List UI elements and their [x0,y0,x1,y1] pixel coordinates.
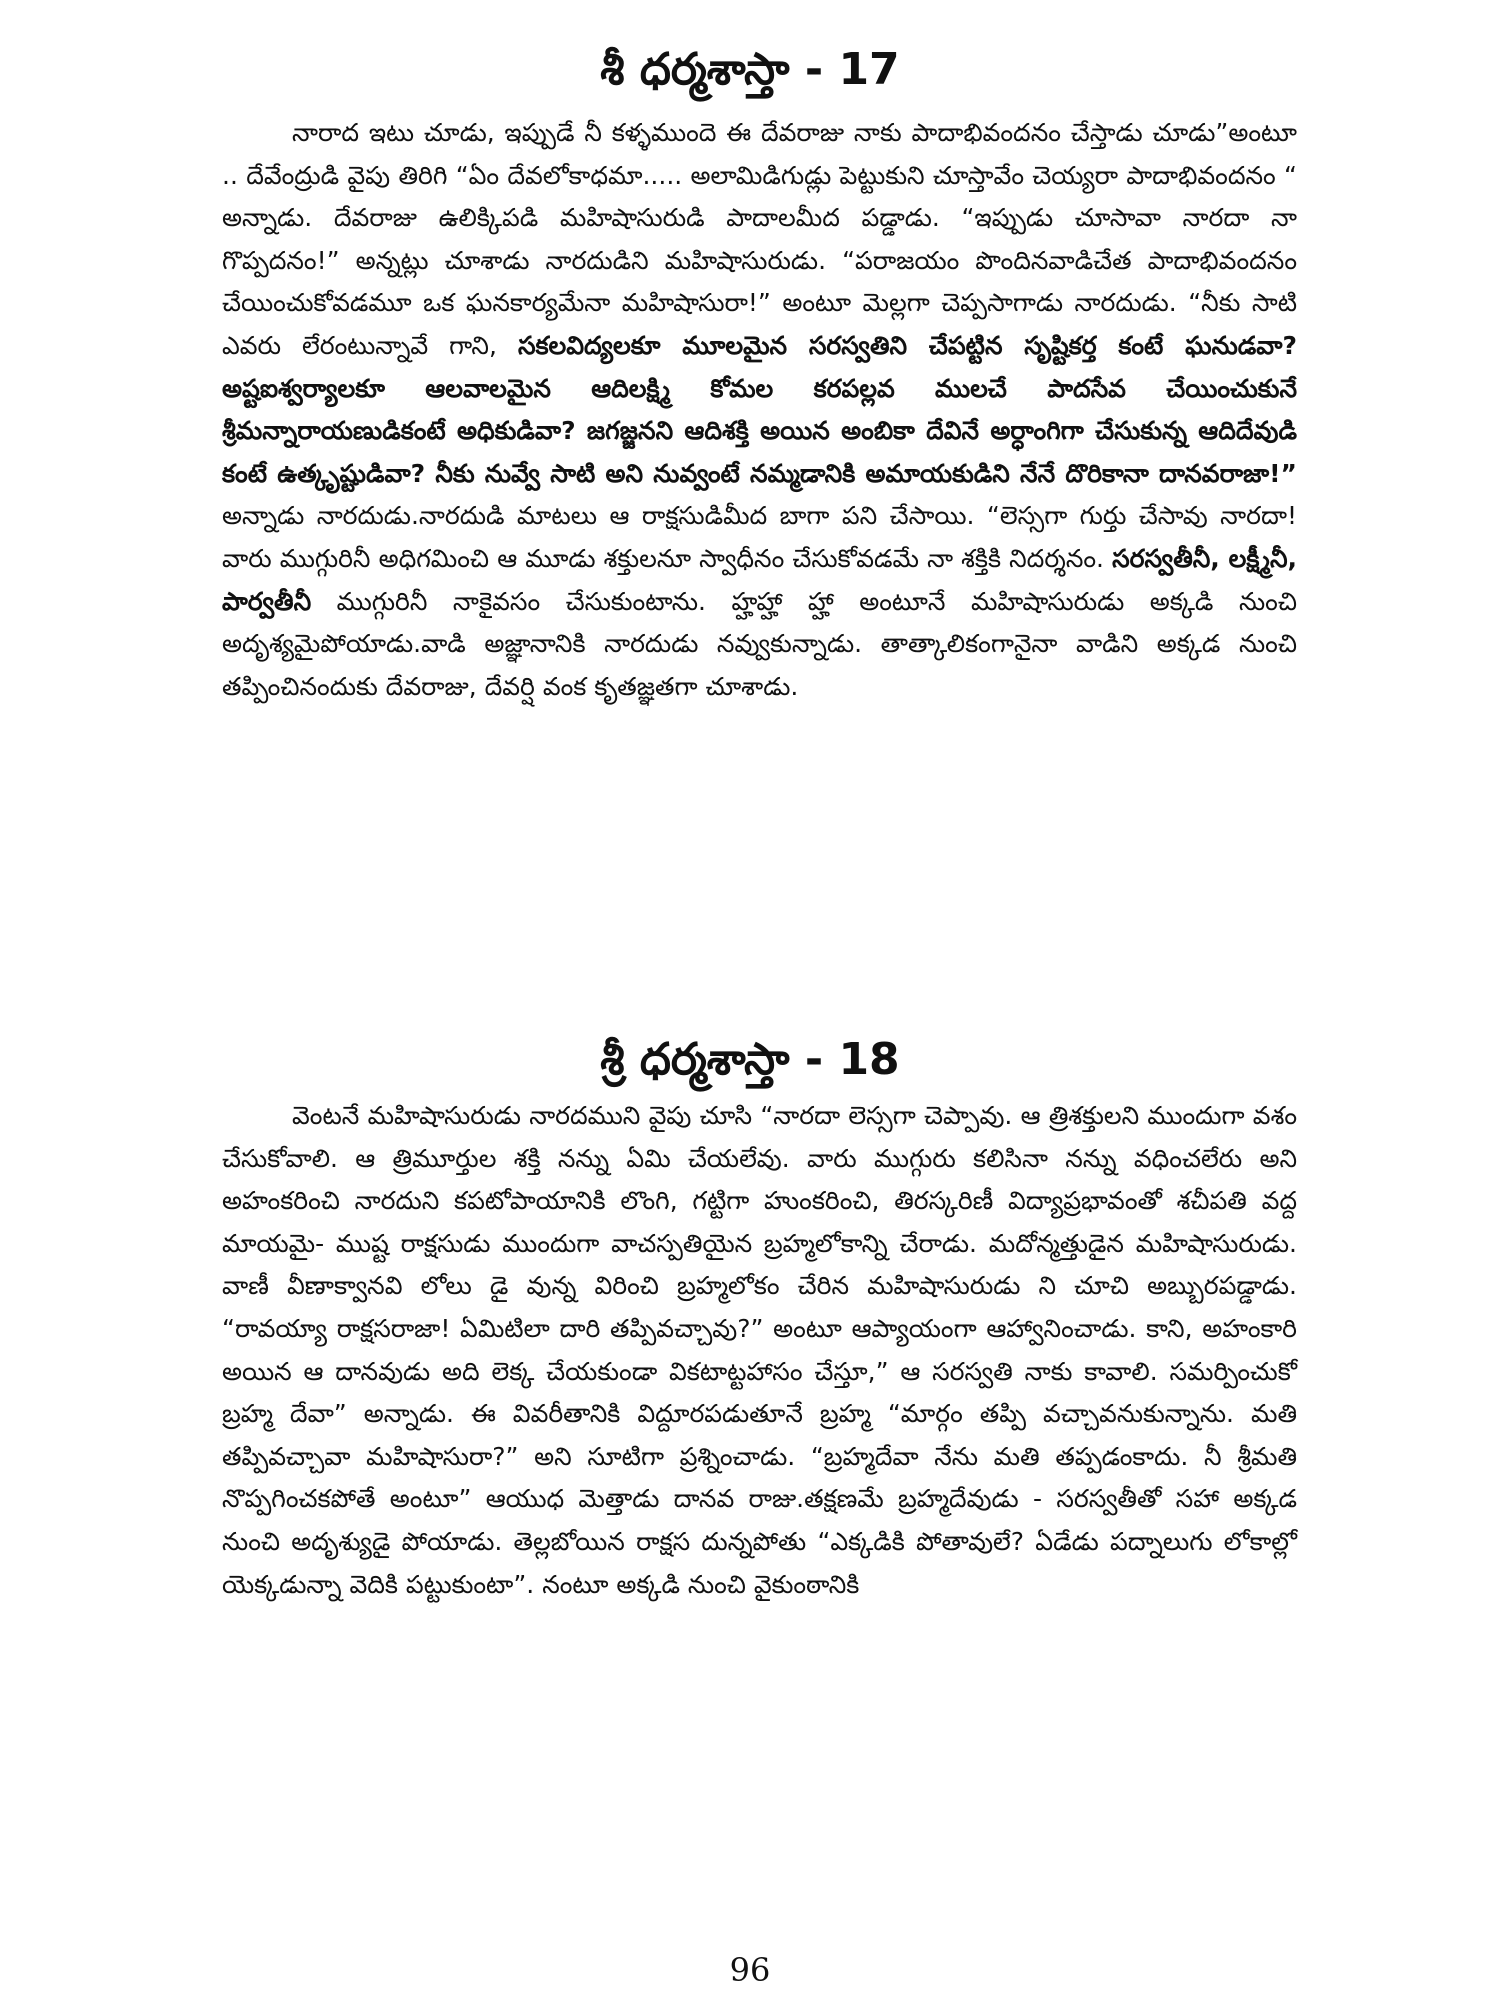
chapter-heading-17: శీ ధర్మశాస్తా - 17 [600,44,900,95]
bold-text-segment: సరస్వతీనీ, లక్ష్మీనీ, పార్వతీనీ [222,543,1297,616]
chapter-18-body [222,1095,1297,1606]
text-segment: ముగ్గురినీ నాకైవసం చేసుకుంటాను. హ్హహ్హా హ్హా అంటూనే మహిషాసురుడు అక్కడి నుంచి అదృశ్యమైపోయాడు.వాడి అజ్ఞానానికి నారదుడు నవ్వుకున్నాడు. తాత్కాలికంగానైనా వాడిని అక్కడ నుంచి తప్పించినందుకు దేవరాజు, దేవర్షి వంక కృతజ్ఞతగా చూశాడు. [222,586,1297,701]
page-number: 96 [729,1951,771,1989]
chapter-heading-18: శ్రీ ధర్మశాస్తా - 18 [600,1034,900,1085]
chapter-18-paragraph [222,1095,1297,1606]
text-segment: అన్నాడు నారదుడు.నారదుడి మాటలు ఆ రాక్షసుడిమీద బాగా పని చేసాయి. “లెస్సగా గుర్తు చేసావు నారదా! వారు ముగ్గురినీ అధిగమించి ఆ మూడు శక్తులనూ స్వాధీనం చేసుకోవడమే నా శక్తికి నిదర్శనం. [222,501,1297,573]
chapter-17-paragraph [222,112,1297,708]
text-segment: నారాద ఇటు చూడు, ఇప్పుడే నీ కళ్ళముందె ఈ దేవరాజు నాకు పాదాభివందనం చేస్తాడు చూడు”అంటూ .. దేవేంద్రుడి వైపు తిరిగి “ఏం దేవలోకాధమా..... అలామిడిగుడ్లు పెట్టుకుని చూస్తావేం చెయ్యరా పాదాభివందనం “ అన్నాడు. దేవరాజు ఉలిక్కిపడి మహిషాసురుడి పాదాలమీద పడ్డాడు. “ఇప్పుడు చూసావా నారదా నా గొప్పదనం!” అన్నట్లు చూశాడు నారదుడిని మహిషాసురుడు. “పరాజయం పొందినవాడిచేత పాదాభివందనం చేయించుకోవడమూ ఒక ఘనకార్యమేనా మహిషాసురా!” అంటూ మెల్లగా చెప్పసాగాడు నారదుడు. “నీకు సాటి ఎవరు లేరంటున్నావే గాని, [222,118,1297,360]
chapter-17-body [222,112,1297,708]
text-segment: వెంటనే మహిషాసురుడు నారదముని వైపు చూసి “నారదా లెస్సగా చెప్పావు. ఆ త్రిశక్తులని ముందుగా వశం చేసుకోవాలి. ఆ త్రిమూర్తుల శక్తి నన్ను ఏమి చేయలేవు. వారు ముగ్గురు కలిసినా నన్ను వధించలేరు అని అహంకరించి నారదుని కపటోపాయానికి లొంగి, గట్టిగా హుంకరించి, తిరస్కరిణీ విద్యాప్రభావంతో శచీపతి వద్ద మాయమై- ముష్ట రాక్షసుడు ముందుగా వాచస్పతియైన బ్రహ్మలోకాన్ని చేరాడు. మదోన్మత్తుడైన మహిషాసురుడు. వాణీ వీణాక్వానవి లోలు డై వున్న విరించి బ్రహ్మలోకం చేరిన మహిషాసురుడు ని చూచి అబ్బురపడ్డాడు. “రావయ్యా రాక్షసరాజా! ఏమిటిలా దారి తప్పివచ్చావు?” అంటూ ఆప్యాయంగా ఆహ్వానించాడు. కాని, అహంకారి అయిన ఆ దానవుడు అది లెక్క చేయకుండా వికటాట్టహాసం చేస్తూ,” ఆ సరస్వతి నాకు కావాలి. సమర్పించుకో బ్రహ్మ దేవా” అన్నాడు. ఈ వివరీతానికి విద్దూరపడుతూనే బ్రహ్మ “మార్గం తప్పి వచ్చావనుకున్నాను. మతి తప్పివచ్చావా మహిషాసురా?” అని సూటిగా ప్రశ్నించాడు. “బ్రహ్మదేవా నేను మతి తప్పడంకాదు. నీ శ్రీమతి నొప్పగించకపోతే అంటూ” ఆయుధ మెత్తాడు దానవ రాజు.తక్షణమే బ్రహ్మదేవుడు - సరస్వతీతో సహా అక్కడ నుంచి అదృశ్యుడై పోయాడు. తెల్లబోయిన రాక్షస దున్నపోతు “ఎక్కడికి పోతావులే? ఏడేడు పద్నాలుగు లోకాల్లో యెక్కడున్నా వెదికి పట్టుకుంటా”. నంటూ అక్కడి నుంచి వైకుంఠానికి [222,1101,1297,1599]
bold-text-segment: సకలవిద్యలకూ మూలమైన సరస్వతిని చేపట్టిన సృష్టికర్త కంటే ఘనుడవా? అష్టఐశ్వర్యాలకూ ఆలవాలమైన ఆదిలక్ష్మి కోమల కరపల్లవ ములచే పాదసేవ చేయించుకునే శ్రీమన్నారాయణుడికంటే అధికుడివా? జగజ్జనని ఆదిశక్తి అయిన అంబికా దేవినే అర్ధాంగిగా చేసుకున్న ఆదిదేవుడి కంటే ఉత్కృష్టుడివా? నీకు నువ్వే సాటి అని నువ్వంటే నమ్మడానికి అమాయకుడిని నేనే దొరికానా దానవరాజా!” [222,330,1297,488]
